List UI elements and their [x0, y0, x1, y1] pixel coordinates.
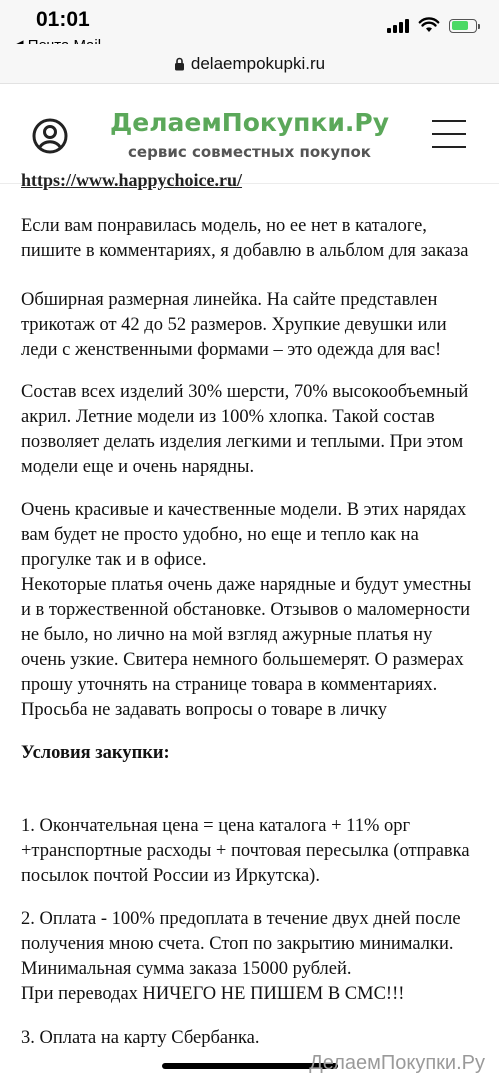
text-line: прогулке так и в офисе. — [21, 550, 207, 570]
hamburger-menu-icon[interactable] — [432, 120, 466, 150]
url-text: delaempokupki.ru — [190, 53, 326, 73]
brand-tagline: сервис совместных покупок — [128, 143, 371, 161]
text-line: прошу уточнять на странице товара в комментариях. — [21, 675, 438, 695]
text-line: посылок почтой России из Иркутска). — [21, 866, 320, 886]
text-line: Состав всех изделий 30% шерсти, 70% высокообъемный — [21, 382, 469, 402]
status-time: 01:01 — [36, 8, 90, 31]
cellular-signal-icon — [387, 19, 409, 33]
text-line: Просьба не задавать вопросы о товаре в личку — [21, 700, 387, 720]
text-line: Если вам понравилась модель, но ее нет в каталоге, — [21, 216, 427, 236]
site-logo[interactable] — [0, 108, 499, 161]
text-line: модели еще и очень нарядны. — [21, 457, 255, 477]
text-line: 1. Окончательная цена = цена каталога + 11% орг — [21, 816, 411, 836]
text-line: 3. Оплата на карту Сбербанка. — [21, 1028, 260, 1048]
text-line: очень узкие. Свитера немного большемерят. О размерах — [21, 650, 464, 670]
text-line: трикотаж от 42 до 52 размеров. Хрупкие девушки или — [21, 315, 447, 335]
text-line: При переводах НИЧЕГО НЕ ПИШЕМ В СМС!!! — [21, 984, 405, 1004]
condition-item — [21, 1026, 489, 1051]
paragraph — [21, 498, 489, 723]
conditions-heading: Условия закупки: — [21, 743, 170, 763]
paragraph — [21, 214, 489, 264]
condition-item — [21, 814, 489, 889]
paragraph — [21, 288, 489, 363]
battery-icon — [449, 19, 477, 33]
text-line: пишите в комментариях, я добавлю в альблом для заказа — [21, 241, 469, 261]
brand-name: ДелаемПокупки.Ру — [109, 108, 390, 137]
text-line: леди с женственными формами – это одежда для вас! — [21, 340, 442, 360]
text-line: вам будет не просто удобно, но еще и тепло как на — [21, 525, 419, 545]
text-line: позволяет делать изделия легкими и теплыми. При этом — [21, 432, 464, 452]
text-line: получения мною счета. Стоп по закрытию минималки. — [21, 934, 454, 954]
status-icons — [387, 18, 477, 33]
text-line: и в торжественной обстановке. Отзывов о маломерности — [21, 600, 470, 620]
status-bar — [0, 0, 499, 44]
lock-icon — [174, 57, 185, 71]
catalog-link[interactable]: https://www.happychoice.ru/ — [21, 170, 243, 190]
text-line: Минимальная сумма заказа 15000 рублей. — [21, 959, 352, 979]
condition-item — [21, 907, 489, 1007]
article-content — [0, 170, 499, 1083]
text-line: не было, но лично на мой взгляд ажурные платья ну — [21, 625, 433, 645]
text-line: Очень красивые и качественные модели. В этих нарядах — [21, 500, 467, 520]
watermark: ДелаемПокупки.Ру — [309, 1052, 485, 1074]
text-line: +транспортные расходы + почтовая пересылка (отправка — [21, 841, 470, 861]
address-bar[interactable] — [0, 44, 499, 84]
wifi-icon — [419, 18, 439, 33]
text-line: акрил. Летние модели из 100% хлопка. Такой состав — [21, 407, 435, 427]
text-line: 2. Оплата - 100% предоплата в течение двух дней после — [21, 909, 461, 929]
text-line: Некоторые платья очень даже нарядные и будут уместны — [21, 575, 472, 595]
paragraph — [21, 380, 489, 480]
text-line: Обширная размерная линейка. На сайте представлен — [21, 290, 438, 310]
